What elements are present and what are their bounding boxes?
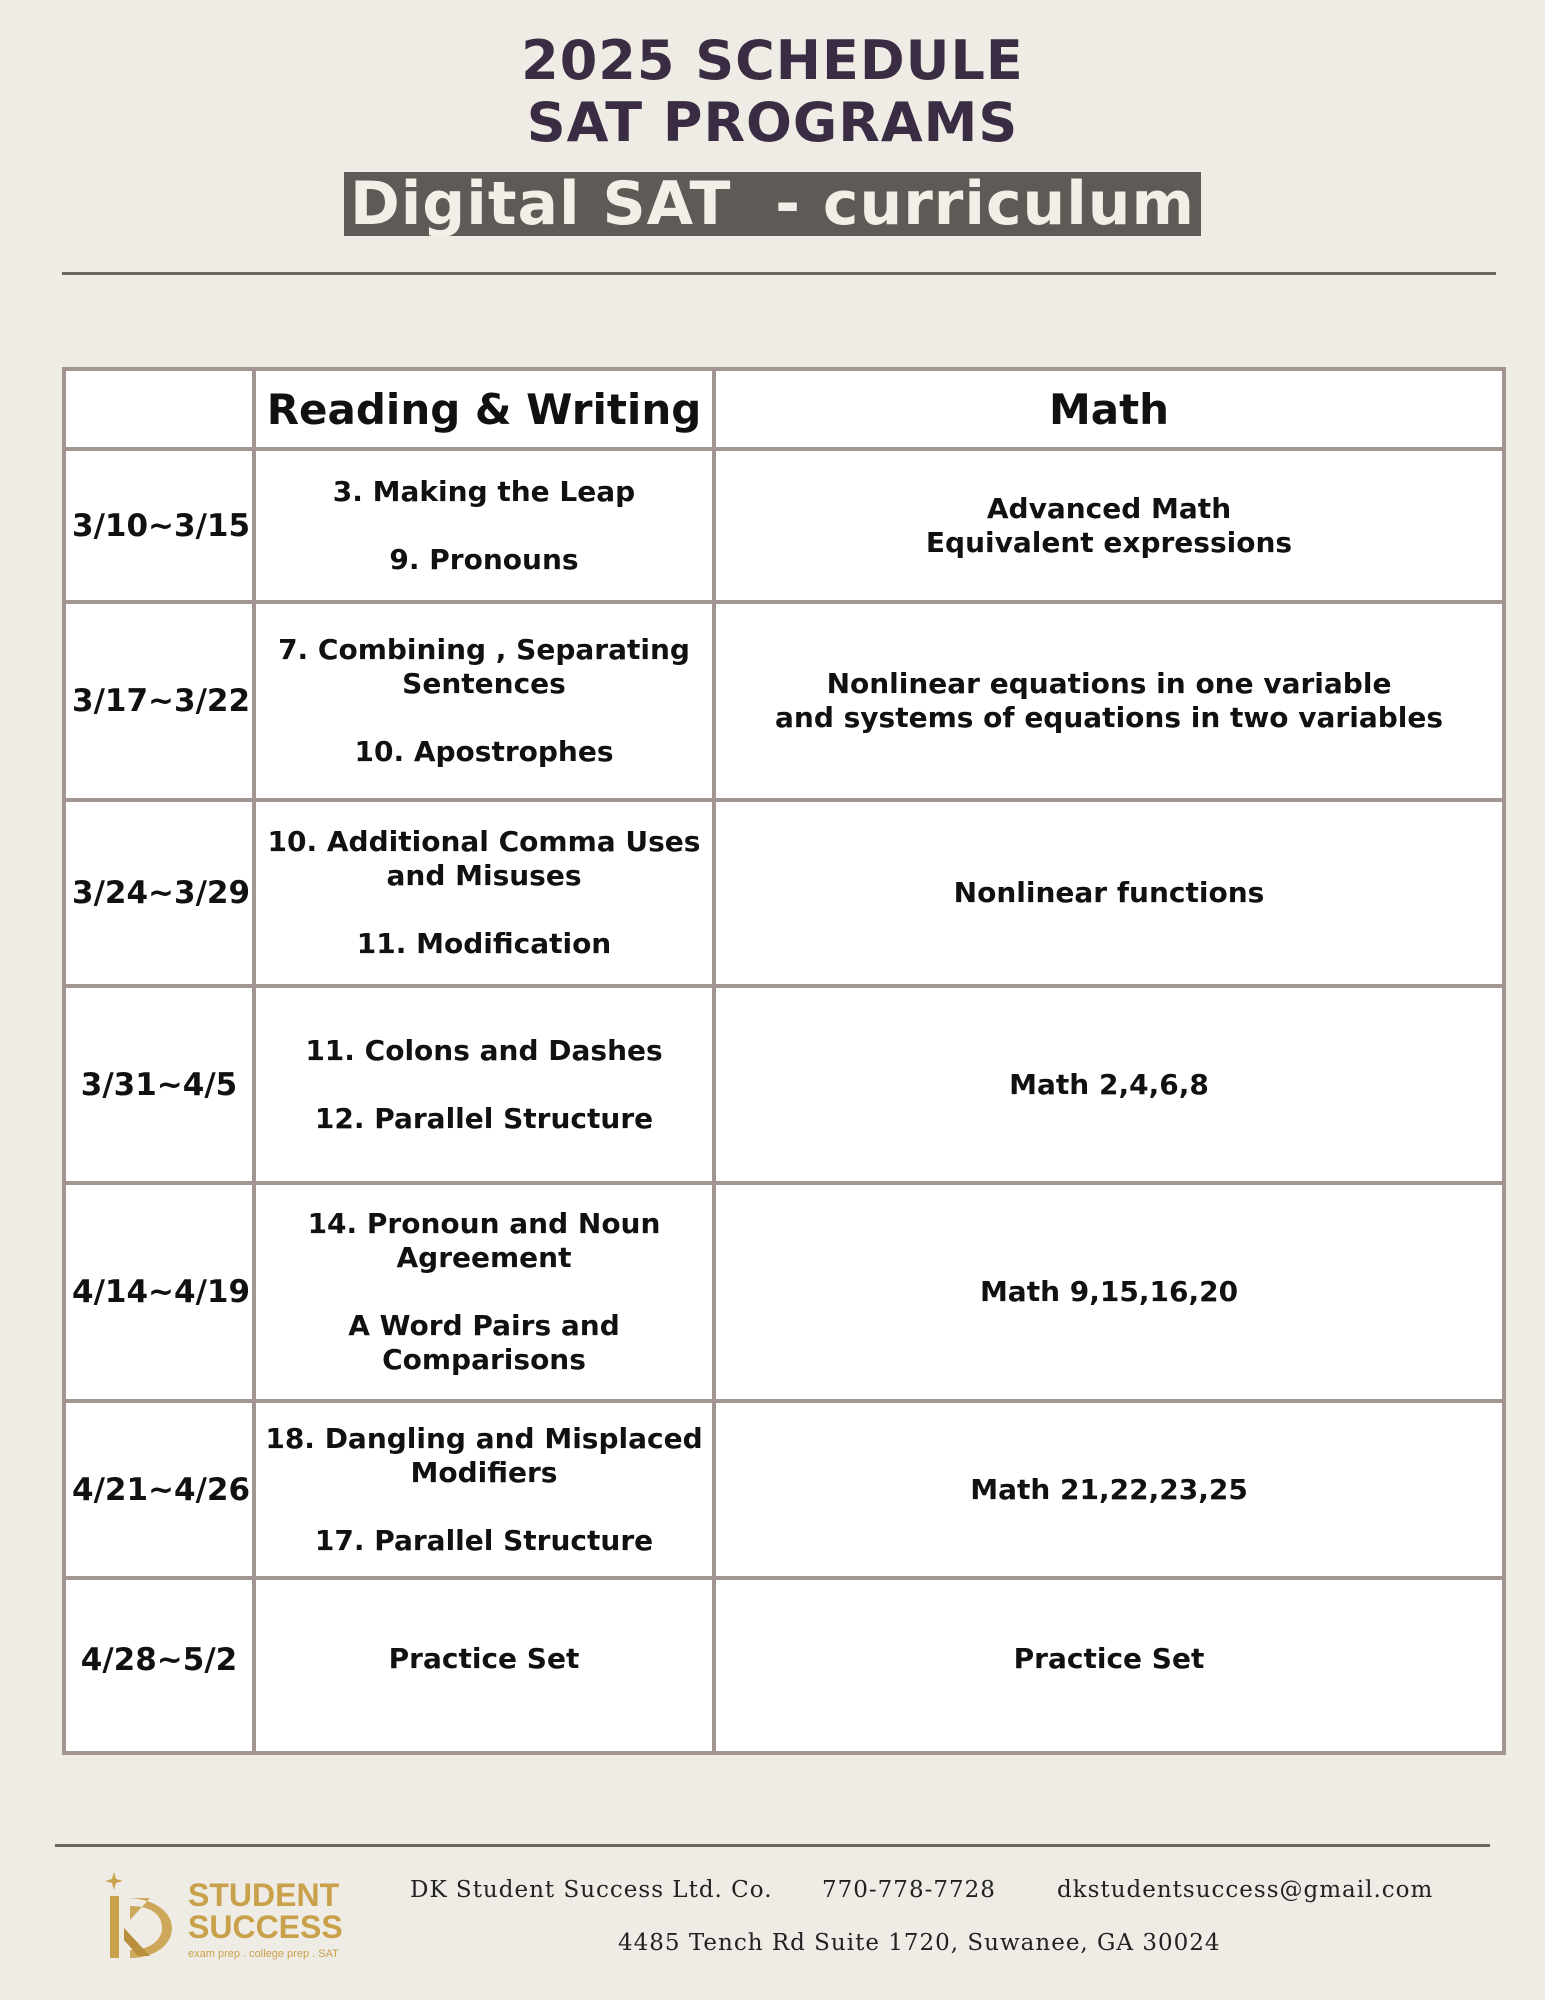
reading-writing-cell: [254, 602, 714, 800]
week-date: 3/24~3/29: [64, 800, 254, 986]
rw-topic: 7. Combining , Separating: [278, 633, 690, 666]
reading-writing-cell: [254, 800, 714, 986]
table-row: [64, 1401, 1504, 1578]
reading-writing-cell: [254, 986, 714, 1183]
street-address: 4485 Tench Rd Suite 1720, Suwanee, GA 30024: [618, 1930, 1221, 1956]
page-title-line1: 2025 SCHEDULE: [521, 29, 1024, 92]
rw-topic: Agreement: [396, 1241, 572, 1274]
rw-topic: 17. Parallel Structure: [314, 1523, 654, 1557]
rw-topic: 11. Colons and Dashes: [305, 1033, 663, 1067]
reading-writing-cell: [254, 1183, 714, 1401]
logo-text-line1: STUDENT: [188, 1877, 340, 1913]
table-header-row: [64, 369, 1504, 449]
week-date: 3/17~3/22: [64, 602, 254, 800]
week-date: 4/14~4/19: [64, 1183, 254, 1401]
math-topic: Math 9,15,16,20: [979, 1275, 1239, 1308]
math-cell: [714, 800, 1504, 986]
logo-text-line2: SUCCESS: [188, 1909, 343, 1945]
math-cell: [714, 449, 1504, 602]
table-row: [64, 1183, 1504, 1401]
page-header: [0, 29, 1545, 239]
rw-topic: and Misuses: [386, 859, 582, 892]
math-topic: Nonlinear functions: [953, 876, 1265, 909]
rw-topic: 10. Apostrophes: [354, 735, 614, 768]
logo-mark-icon: [100, 1868, 180, 1968]
table-row: [64, 449, 1504, 602]
reading-writing-cell: [254, 1401, 714, 1578]
math-topic: and systems of equations in two variables: [774, 701, 1444, 734]
math-topic: Nonlinear equations in one variable: [826, 667, 1392, 700]
rw-topic: A Word Pairs and: [348, 1309, 620, 1342]
math-topic: Math 21,22,23,25: [970, 1472, 1248, 1506]
week-date: 3/10~3/15: [64, 449, 254, 602]
column-header-math: Math: [714, 369, 1504, 449]
table-row: [64, 602, 1504, 800]
math-topic: Practice Set: [1013, 1642, 1205, 1675]
company-name: DK Student Success Ltd. Co.: [410, 1877, 773, 1903]
page-title-line2: SAT PROGRAMS: [526, 91, 1019, 154]
rw-topic: 11. Modification: [356, 927, 612, 960]
company-logo: [100, 1868, 350, 1968]
schedule-table: [62, 367, 1506, 1755]
math-topic: Math 2,4,6,8: [1009, 1067, 1209, 1101]
rw-topic: 10. Additional Comma Uses: [267, 825, 701, 858]
reading-writing-cell: [254, 1578, 714, 1753]
week-date: 4/21~4/26: [64, 1401, 254, 1578]
rw-topic: 12. Parallel Structure: [314, 1101, 654, 1135]
week-date: 3/31~4/5: [64, 986, 254, 1183]
reading-writing-cell: [254, 449, 714, 602]
page-subtitle: Digital SAT - curriculum: [344, 172, 1201, 236]
column-header-reading-writing: Reading & Writing: [254, 369, 714, 449]
rw-topic: 18. Dangling and Misplaced: [265, 1421, 703, 1455]
math-cell: [714, 986, 1504, 1183]
math-topic: Equivalent expressions: [925, 525, 1293, 559]
column-header-date: [64, 369, 254, 449]
phone-number: 770-778-7728: [822, 1877, 996, 1903]
math-cell: [714, 1401, 1504, 1578]
math-topic: Advanced Math: [986, 491, 1232, 525]
math-cell: [714, 1578, 1504, 1753]
math-cell: [714, 1183, 1504, 1401]
footer-divider: [55, 1844, 1490, 1847]
rw-topic: Comparisons: [382, 1343, 586, 1376]
table-row: [64, 1578, 1504, 1753]
rw-topic: 3. Making the Leap: [332, 474, 636, 508]
rw-topic: 14. Pronoun and Noun: [307, 1207, 661, 1240]
table-row: [64, 800, 1504, 986]
rw-topic: Sentences: [402, 667, 566, 700]
header-divider: [62, 272, 1496, 275]
rw-topic: Modifiers: [410, 1455, 558, 1489]
rw-topic: 9. Pronouns: [389, 542, 579, 576]
week-date: 4/28~5/2: [64, 1578, 254, 1753]
rw-topic: Practice Set: [388, 1642, 580, 1675]
logo-tagline: exam prep . college prep . SAT: [188, 1948, 339, 1960]
math-cell: [714, 602, 1504, 800]
table-row: [64, 986, 1504, 1183]
email-address: dkstudentsuccess@gmail.com: [1057, 1877, 1434, 1903]
